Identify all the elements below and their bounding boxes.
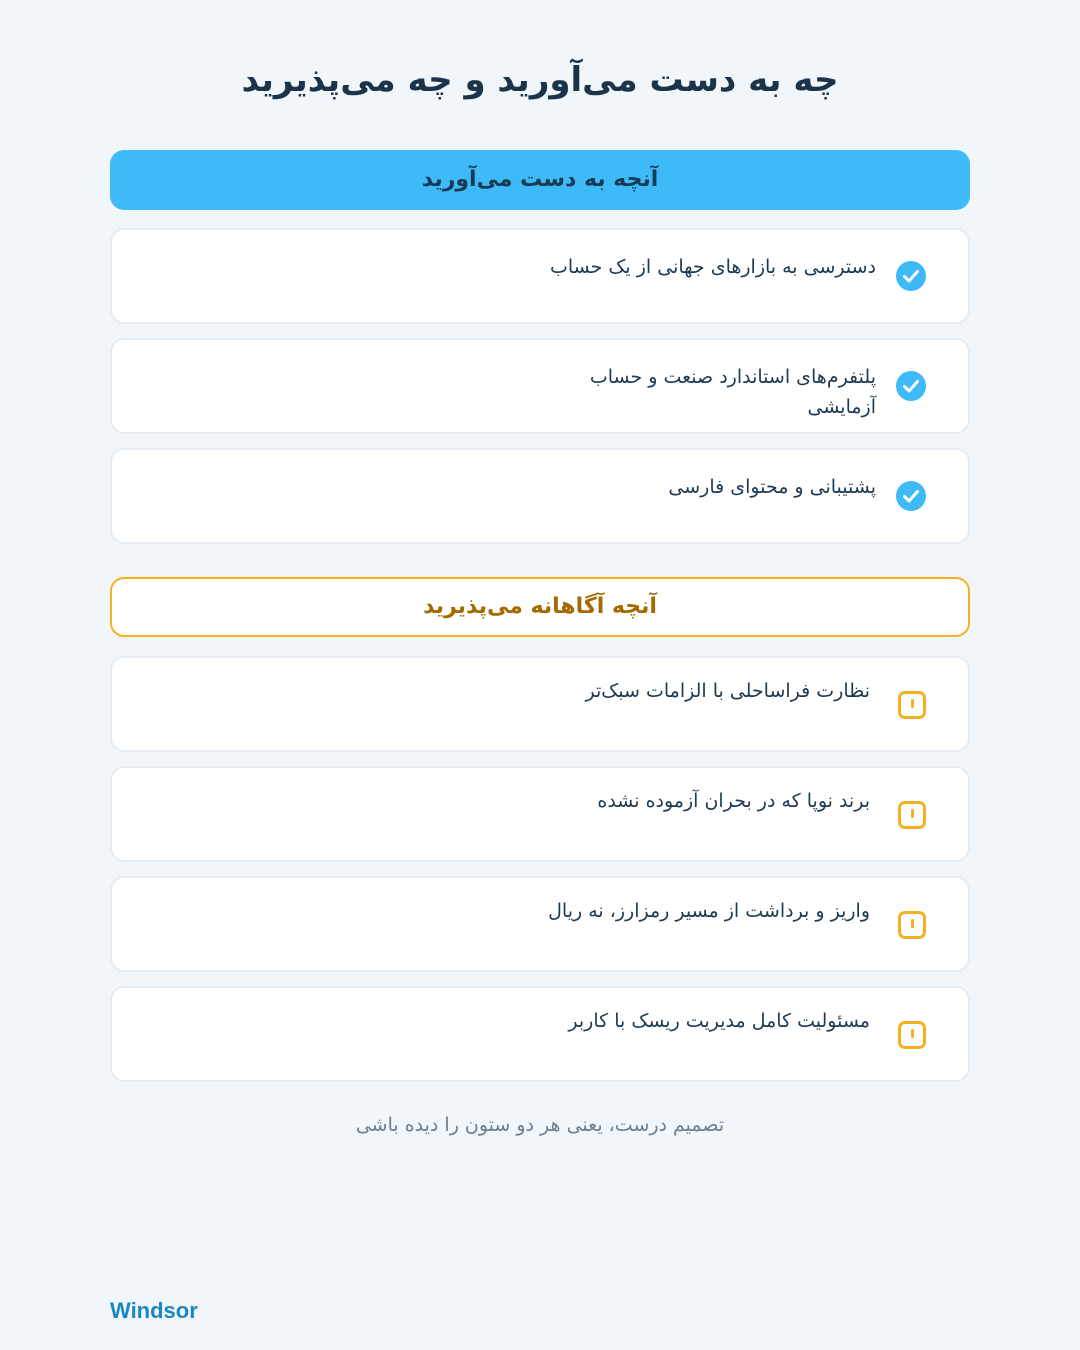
- gain-item-card: [110, 448, 970, 544]
- risk-item-text: واریز و برداشت از مسیر رمزارز، نه ریال: [548, 900, 870, 922]
- warning-icon: [898, 1021, 926, 1049]
- risk-item-card: [110, 986, 970, 1082]
- check-circle-icon: [896, 371, 926, 401]
- accepts-section-header: آنچه آگاهانه می‌پذیرید: [110, 577, 970, 637]
- check-circle-icon: [896, 481, 926, 511]
- gain-item-text: دسترسی به بازارهای جهانی از یک حساب: [550, 256, 876, 278]
- risk-item-text: مسئولیت کامل مدیریت ریسک با کاربر: [568, 1010, 870, 1032]
- warning-icon: [898, 801, 926, 829]
- gains-section-header: آنچه به دست می‌آورید: [110, 150, 970, 210]
- warning-icon: [898, 691, 926, 719]
- risk-item-text: نظارت فراساحلی با الزامات سبک‌تر: [585, 680, 870, 702]
- page-title: چه به دست می‌آورید و چه می‌پذیرید: [241, 60, 839, 100]
- gain-item-card: [110, 228, 970, 324]
- footer-note: تصمیم درست، یعنی هر دو ستون را دیده باشی: [355, 1114, 725, 1136]
- gain-item-card: [110, 338, 970, 434]
- brand-logo: Windsor: [110, 1298, 198, 1323]
- risk-item-text: برند نوپا که در بحران آزموده نشده: [597, 790, 870, 812]
- check-circle-icon: [896, 261, 926, 291]
- risk-item-card: [110, 876, 970, 972]
- gain-item-text: پلتفرم‌های استاندارد صنعت و حساب آزمایشی: [589, 366, 876, 418]
- warning-icon: [898, 911, 926, 939]
- gain-item-text: پشتیبانی و محتوای فارسی: [668, 476, 876, 498]
- risk-item-card: [110, 766, 970, 862]
- risk-item-card: [110, 656, 970, 752]
